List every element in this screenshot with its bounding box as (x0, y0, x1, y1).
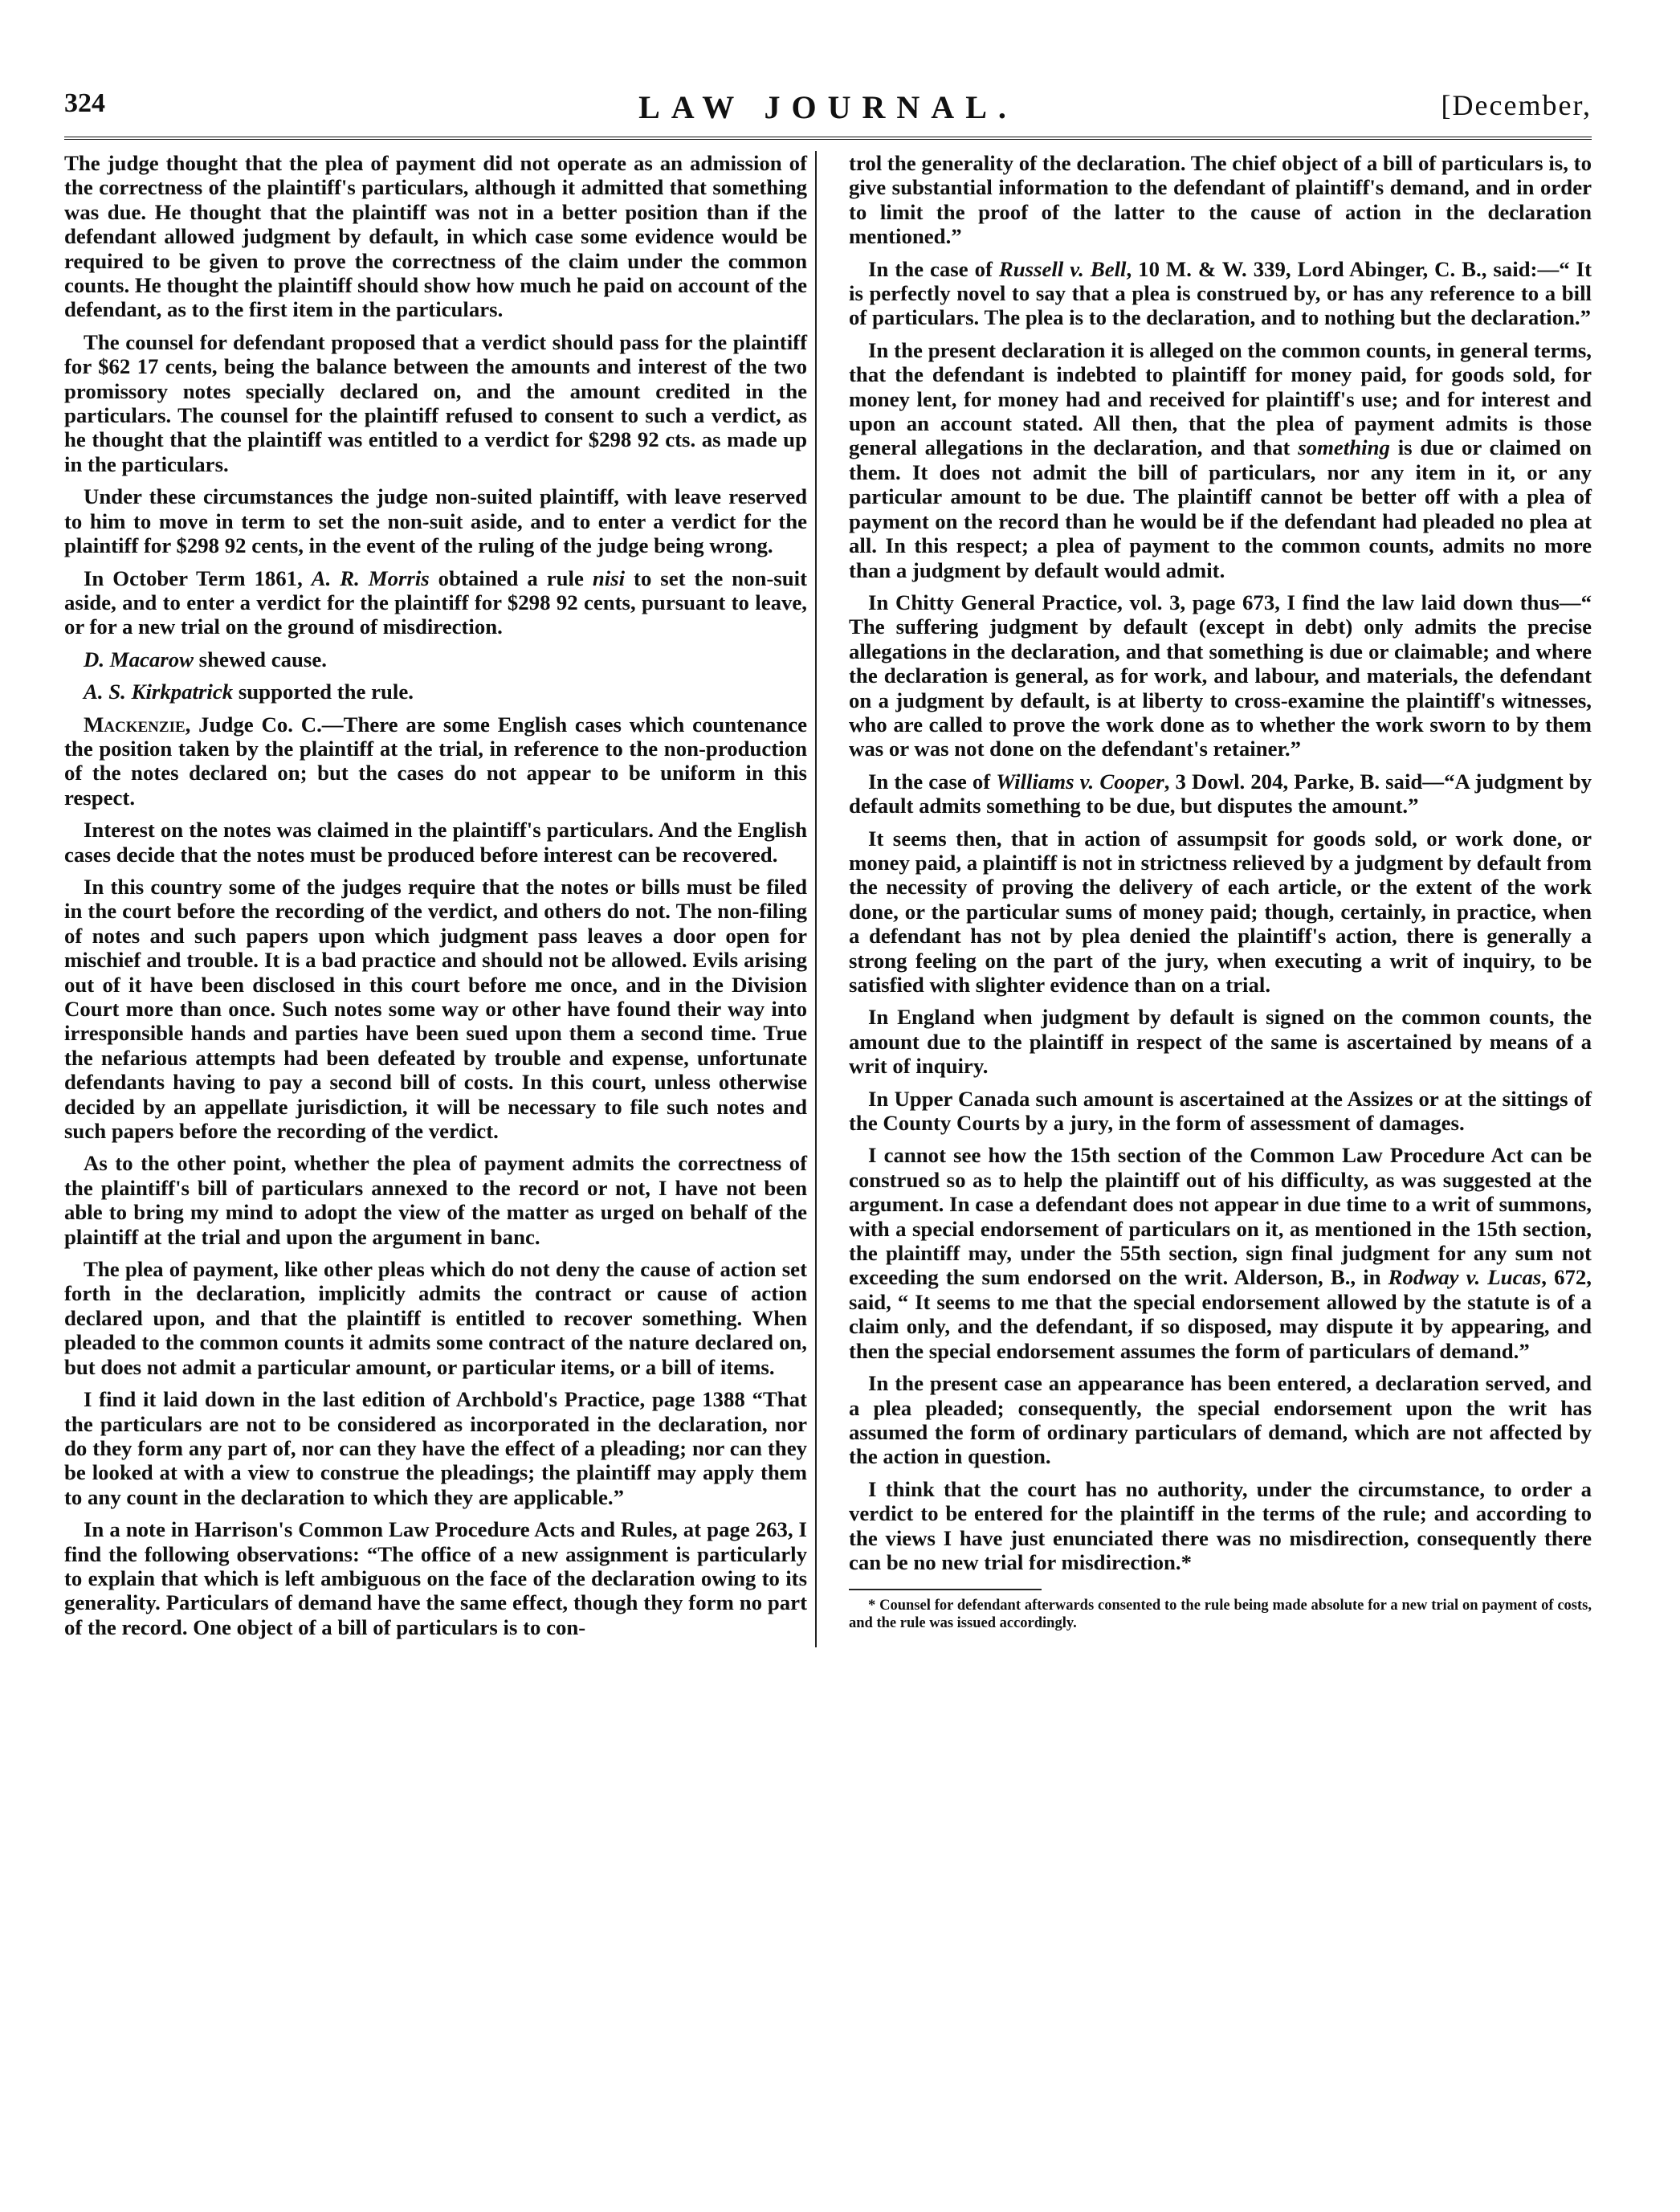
paragraph: Interest on the notes was claimed in the plaintiff's particulars. And the English cases decide that the notes must be produced before interest can be recovered. (64, 818, 807, 867)
paragraph (849, 257, 1592, 330)
text-run: In the present declaration it is alleged on the common counts, in general terms, that the defendant is indebted to plaintiff for money paid, for goods sold, for money lent, for money had and received for plaintiff's use; and for interest and upon an account stated. All then, that the plea of payment admits is those general allegations in the declaration, and that (849, 337, 1592, 460)
text-run: shewed cause. (193, 647, 327, 671)
paragraph: The plea of payment, like other pleas which do not deny the cause of action set forth in the declaration, implicitly admits the contract or cause of action declared upon, and that the plaintiff is entitled to recover something. When pleaded to the common counts it admits some contract of the nature declared on, but does not admit a particular amount, or particular items, or a bill of items. (64, 1257, 807, 1379)
paragraph: In Chitty General Practice, vol. 3, page 673, I find the law laid down thus—“ The suffering judgment by default (except in debt) only admits the precise allegations in the declaration, and that something is due or claimable; and where the declaration is general, as for work, and labour, and materials, the defendant on a judgment by default, is at liberty to cross-examine the plaintiff's witnesses, who are called to prove the work done as to whether the work sworn to by them was or was not done on the defendant's retainer.” (849, 590, 1592, 761)
counsel-name: A. R. Morris (311, 565, 430, 590)
paragraph: Under these circumstances the judge non-suited plaintiff, with leave reserved to him to move in term to set the non-suit aside, and to enter a verdict for the plaintiff for $298 92 cents, in the event of the ruling of the judge being wrong. (64, 484, 807, 558)
counsel-name: D. Macarow (84, 647, 194, 671)
journal-title: LAW JOURNAL. (638, 89, 1017, 125)
paragraph: In a note in Harrison's Common Law Procedure Acts and Rules, at page 263, I find the following observations: “The office of a new assignment is particularly to explain that which is left ambiguous on the face of the declaration owing to its generality. Particulars of demand have the same effect, though they form no part of the record. One object of a bill of particulars is to con- (64, 1517, 807, 1639)
text-run: , 672, said, “ It seems to me that the special endorsement allowed by the statute is of a claim only, and the defendant, if so disposed, may dispute it by appearing, and then the special endorsement assumes the form of particulars of demand.” (849, 1265, 1592, 1363)
case-name: Williams v. Cooper (996, 769, 1164, 794)
latin-term: nisi (592, 565, 626, 590)
text-run: , Judge Co. C.—There are some English cases which countenance the position taken by the plaintiff at the trial, in reference to the non-production of the notes declared on; but the cases do not appear to be uniform in this respect. (64, 712, 807, 810)
page-number: 324 (64, 88, 105, 118)
paragraph: In the present case an appearance has been entered, a declaration served, and a plea pleaded; consequently, the special endorsement upon the writ has assumed the form of ordinary particulars of demand, which are not affected by the action in question. (849, 1371, 1592, 1469)
text-run: is due or claimed on them. It does not admit the bill of particulars, nor any item in it, or any particular amount to be due. The plaintiff cannot be better off with a plea of payment on the record than he would be if the defendant had pleaded no plea at all. In this respect; a plea of payment to the common counts, admits no more than a judgment by default would admit. (849, 435, 1592, 582)
case-name: Rodway v. Lucas (1388, 1265, 1542, 1290)
judge-name: Mackenzie (84, 712, 186, 737)
text-run: I cannot see how the 15th section of the Common Law Procedure Act can be construed so as to help the plaintiff out of his difficulty, as was suggested at the argument. In case a defendant does not appear in due time to a writ of summons, with a special endorsement of particulars on it, as mentioned in the 15th section, the plaintiff may, under the 55th section, sign final judgment for any sum not exceeding the sum endorsed on the writ. Alderson, B., in (849, 1143, 1592, 1290)
paragraph: The counsel for defendant proposed that a verdict should pass for the plaintiff for $62 17 cents, being the balance between the amounts and interest of the two promissory notes specially declared on, and the amount credited in the particulars. The counsel for the plaintiff refused to consent to such a verdict, as he thought that the plaintiff was entitled to a verdict for $298 92 cts. as made up in the particulars. (64, 329, 807, 476)
issue-month: [December, (1441, 89, 1592, 121)
case-name: Russell v. Bell (998, 256, 1127, 281)
paragraph: I find it laid down in the last edition of Archbold's Practice, page 1388 “That the particulars are not to be considered as incorporated in the declaration, nor do they form any part of, nor can they have the effect of a pleading; nor can they be looked at with a view to construe the pleadings; the plaintiff may apply them to any count in the declaration to which they are applicable.” (64, 1387, 807, 1509)
paragraph (849, 1143, 1592, 1363)
paragraph (64, 680, 807, 704)
text-run: obtained a rule (429, 565, 593, 590)
emphasis: something (1298, 435, 1390, 460)
paragraph: It seems then, that in action of assumpsit for goods sold, or work done, or money paid, a plaintiff is not in strictness relieved by a judgment by default from the necessity of proving the delivery of each article, or the extent of the work done, or the particular sums of money paid; though, certainly, in practice, when a defendant has not by plea denied the plaintiff's action, there is generally a strong feeling on the part of the jury, when executing a writ of inquiry, to be satisfied with slighter evidence than on a trial. (849, 826, 1592, 997)
text-run: to set the non-suit aside, and to enter a verdict for the plaintiff for $298 92 cents, pursuant to leave, or for a new trial on the ground of misdirection. (64, 565, 807, 639)
paragraph: In this country some of the judges require that the notes or bills must be filed in the court before the recording of the verdict, and others do not. The non-filing of notes and such papers upon which judgment pass leaves a door open for mischief and trouble. It is a bad practice and should not be allowed. Evils arising out of it have been disclosed in this court before me once, and in the Division Court more than once. Such notes some way or other have found their way into irresponsible hands and parties have been sued upon them a second time. True the nefarious attempts had been defeated by trouble and expense, unfortunate defendants having to pay a second bill of costs. In this court, unless otherwise decided by an appellate jurisdiction, it will be necessary to file such notes and such papers before the recording of the verdict. (64, 874, 807, 1144)
text-run: supported the rule. (233, 680, 414, 704)
running-head (64, 88, 1592, 140)
paragraph (64, 647, 807, 671)
text-columns (64, 151, 1592, 1647)
paragraph (64, 712, 807, 810)
paragraph: In England when judgment by default is signed on the common counts, the amount due to the plaintiff in respect of the same is ascertained by means of a writ of inquiry. (849, 1005, 1592, 1079)
footnote: * Counsel for defendant afterwards consented to the rule being made absolute for a new trial on payment of costs, and the rule was issued accordingly. (849, 1598, 1592, 1632)
text-run: , 3 Dowl. 204, Parke, B. said—“A judgment by default admits something to be due, but disputes the amount.” (849, 769, 1592, 818)
paragraph: As to the other point, whether the plea of payment admits the correctness of the plaintiff's bill of particulars annexed to the record or not, I have not been able to bring my mind to adopt the view of the matter as urged on behalf of the plaintiff at the trial and upon the argument in banc. (64, 1151, 807, 1249)
text-run: In the case of (868, 256, 999, 281)
text-run: , 10 M. & W. 339, Lord Abinger, C. B., said:—“ It is perfectly novel to say that a plea is construed by, or has any reference to a bill of particulars. The plea is to the declaration, and to nothing but the declaration.” (849, 256, 1592, 330)
paragraph: I think that the court has no authority, under the circumstance, to order a verdict to be entered for the plaintiff in the terms of the rule; and according to the views I have just enunciated there was no misdirection, consequently there can be no new trial for misdirection.* (849, 1476, 1592, 1574)
paragraph (849, 769, 1592, 818)
paragraph (849, 338, 1592, 582)
footnote-divider (849, 1589, 1042, 1590)
paragraph (64, 566, 807, 639)
counsel-name: A. S. Kirkpatrick (84, 680, 234, 704)
paragraph: The judge thought that the plea of payment did not operate as an admission of the correctness of the plaintiff's particulars, although it admitted that something was due. He thought that the plaintiff was not in a better position than if the defendant allowed judgment by default, in which case some evidence would be required to be given to prove the correctness of the claim under the common counts. He thought the plaintiff should show how much he paid on account of the defendant, as to the first item in the particulars. (64, 151, 807, 322)
right-column (844, 151, 1592, 1647)
text-run: In the case of (868, 769, 997, 794)
left-column (64, 151, 817, 1647)
text-run: In October Term 1861, (84, 565, 312, 590)
paragraph: In Upper Canada such amount is ascertained at the Assizes or at the sittings of the County Courts by a jury, in the form of assessment of damages. (849, 1086, 1592, 1136)
paragraph: trol the generality of the declaration. The chief object of a bill of particulars is, to give substantial information to the defendant of plaintiff's demand, and in order to limit the proof of the latter to the cause of action in the declaration mentioned.” (849, 151, 1592, 249)
